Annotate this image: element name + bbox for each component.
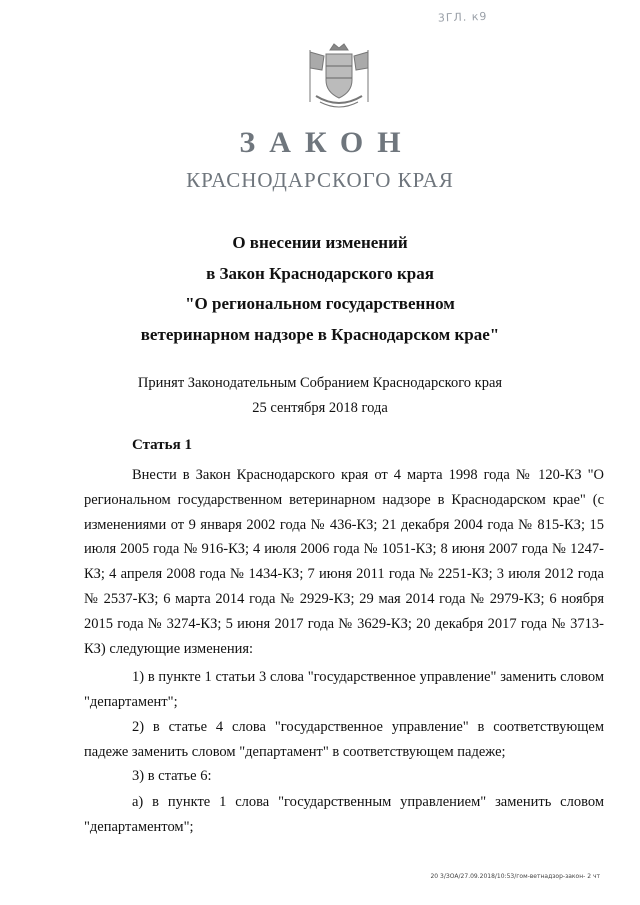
adoption-date: 25 сентября 2018 года bbox=[252, 400, 388, 416]
article-heading: Статья 1 bbox=[132, 437, 192, 453]
adoption-note bbox=[0, 371, 640, 421]
coat-of-arms-emblem bbox=[296, 40, 382, 110]
adoption-body: Принят Законодательным Собранием Краснодарского края bbox=[137, 375, 503, 391]
title-line: О внесении изменений bbox=[232, 233, 408, 252]
article-intro-paragraph: Внести в Закон Краснодарского края от 4 марта 1998 года № 120-КЗ "О региональном государственном ветеринарном надзоре в Краснодарском крае" (с изменениями от 9 января 2002 года № 436-КЗ; 21 декабря 2004 года № 815-КЗ; 15 июля 2005 года № 916-КЗ; 4 июля 2006 года № 1051-КЗ; 8 июня 2007 года № 1247-КЗ; 4 апреля 2008 года № 1434-КЗ; 7 июня 2011 года № 2251-КЗ; 3 июля 2012 года № 2537-КЗ; 6 марта 2014 года № 2929-КЗ; 29 мая 2014 года № 2979-КЗ; 6 ноября 2015 года № 3274-КЗ; 5 июня 2017 года № 3629-КЗ; 20 декабря 2017 года № 3713-КЗ) следующие изменения: bbox=[84, 467, 604, 657]
law-heading: ЗАКОН bbox=[239, 126, 415, 159]
footer-code: 20 3/ЗОА/27.09.2018/10:53/гом-ветнадзор-закон- 2 чт bbox=[430, 873, 600, 880]
law-region: КРАСНОДАРСКОГО КРАЯ bbox=[186, 168, 454, 192]
title-line: в Закон Краснодарского края bbox=[206, 263, 434, 283]
title-line: "О региональном государственном bbox=[185, 294, 455, 313]
handwritten-note: 3ГЛ. к9 bbox=[437, 9, 488, 25]
article-item: 2) в статье 4 слова "государственное управление" в соответствующем падеже заменить словом "департамент" в соответствующем падеже; bbox=[84, 719, 604, 760]
article-item: 3) в статье 6: bbox=[132, 768, 212, 784]
article-item: 1) в пункте 1 статьи 3 слова "государственное управление" заменить словом "департамент"; bbox=[84, 669, 604, 710]
article-item: а) в пункте 1 слова "государственным управлением" заменить словом "департаментом"; bbox=[84, 794, 604, 835]
title-line: ветеринарном надзоре в Краснодарском крае" bbox=[140, 324, 500, 344]
document-title bbox=[0, 228, 640, 350]
